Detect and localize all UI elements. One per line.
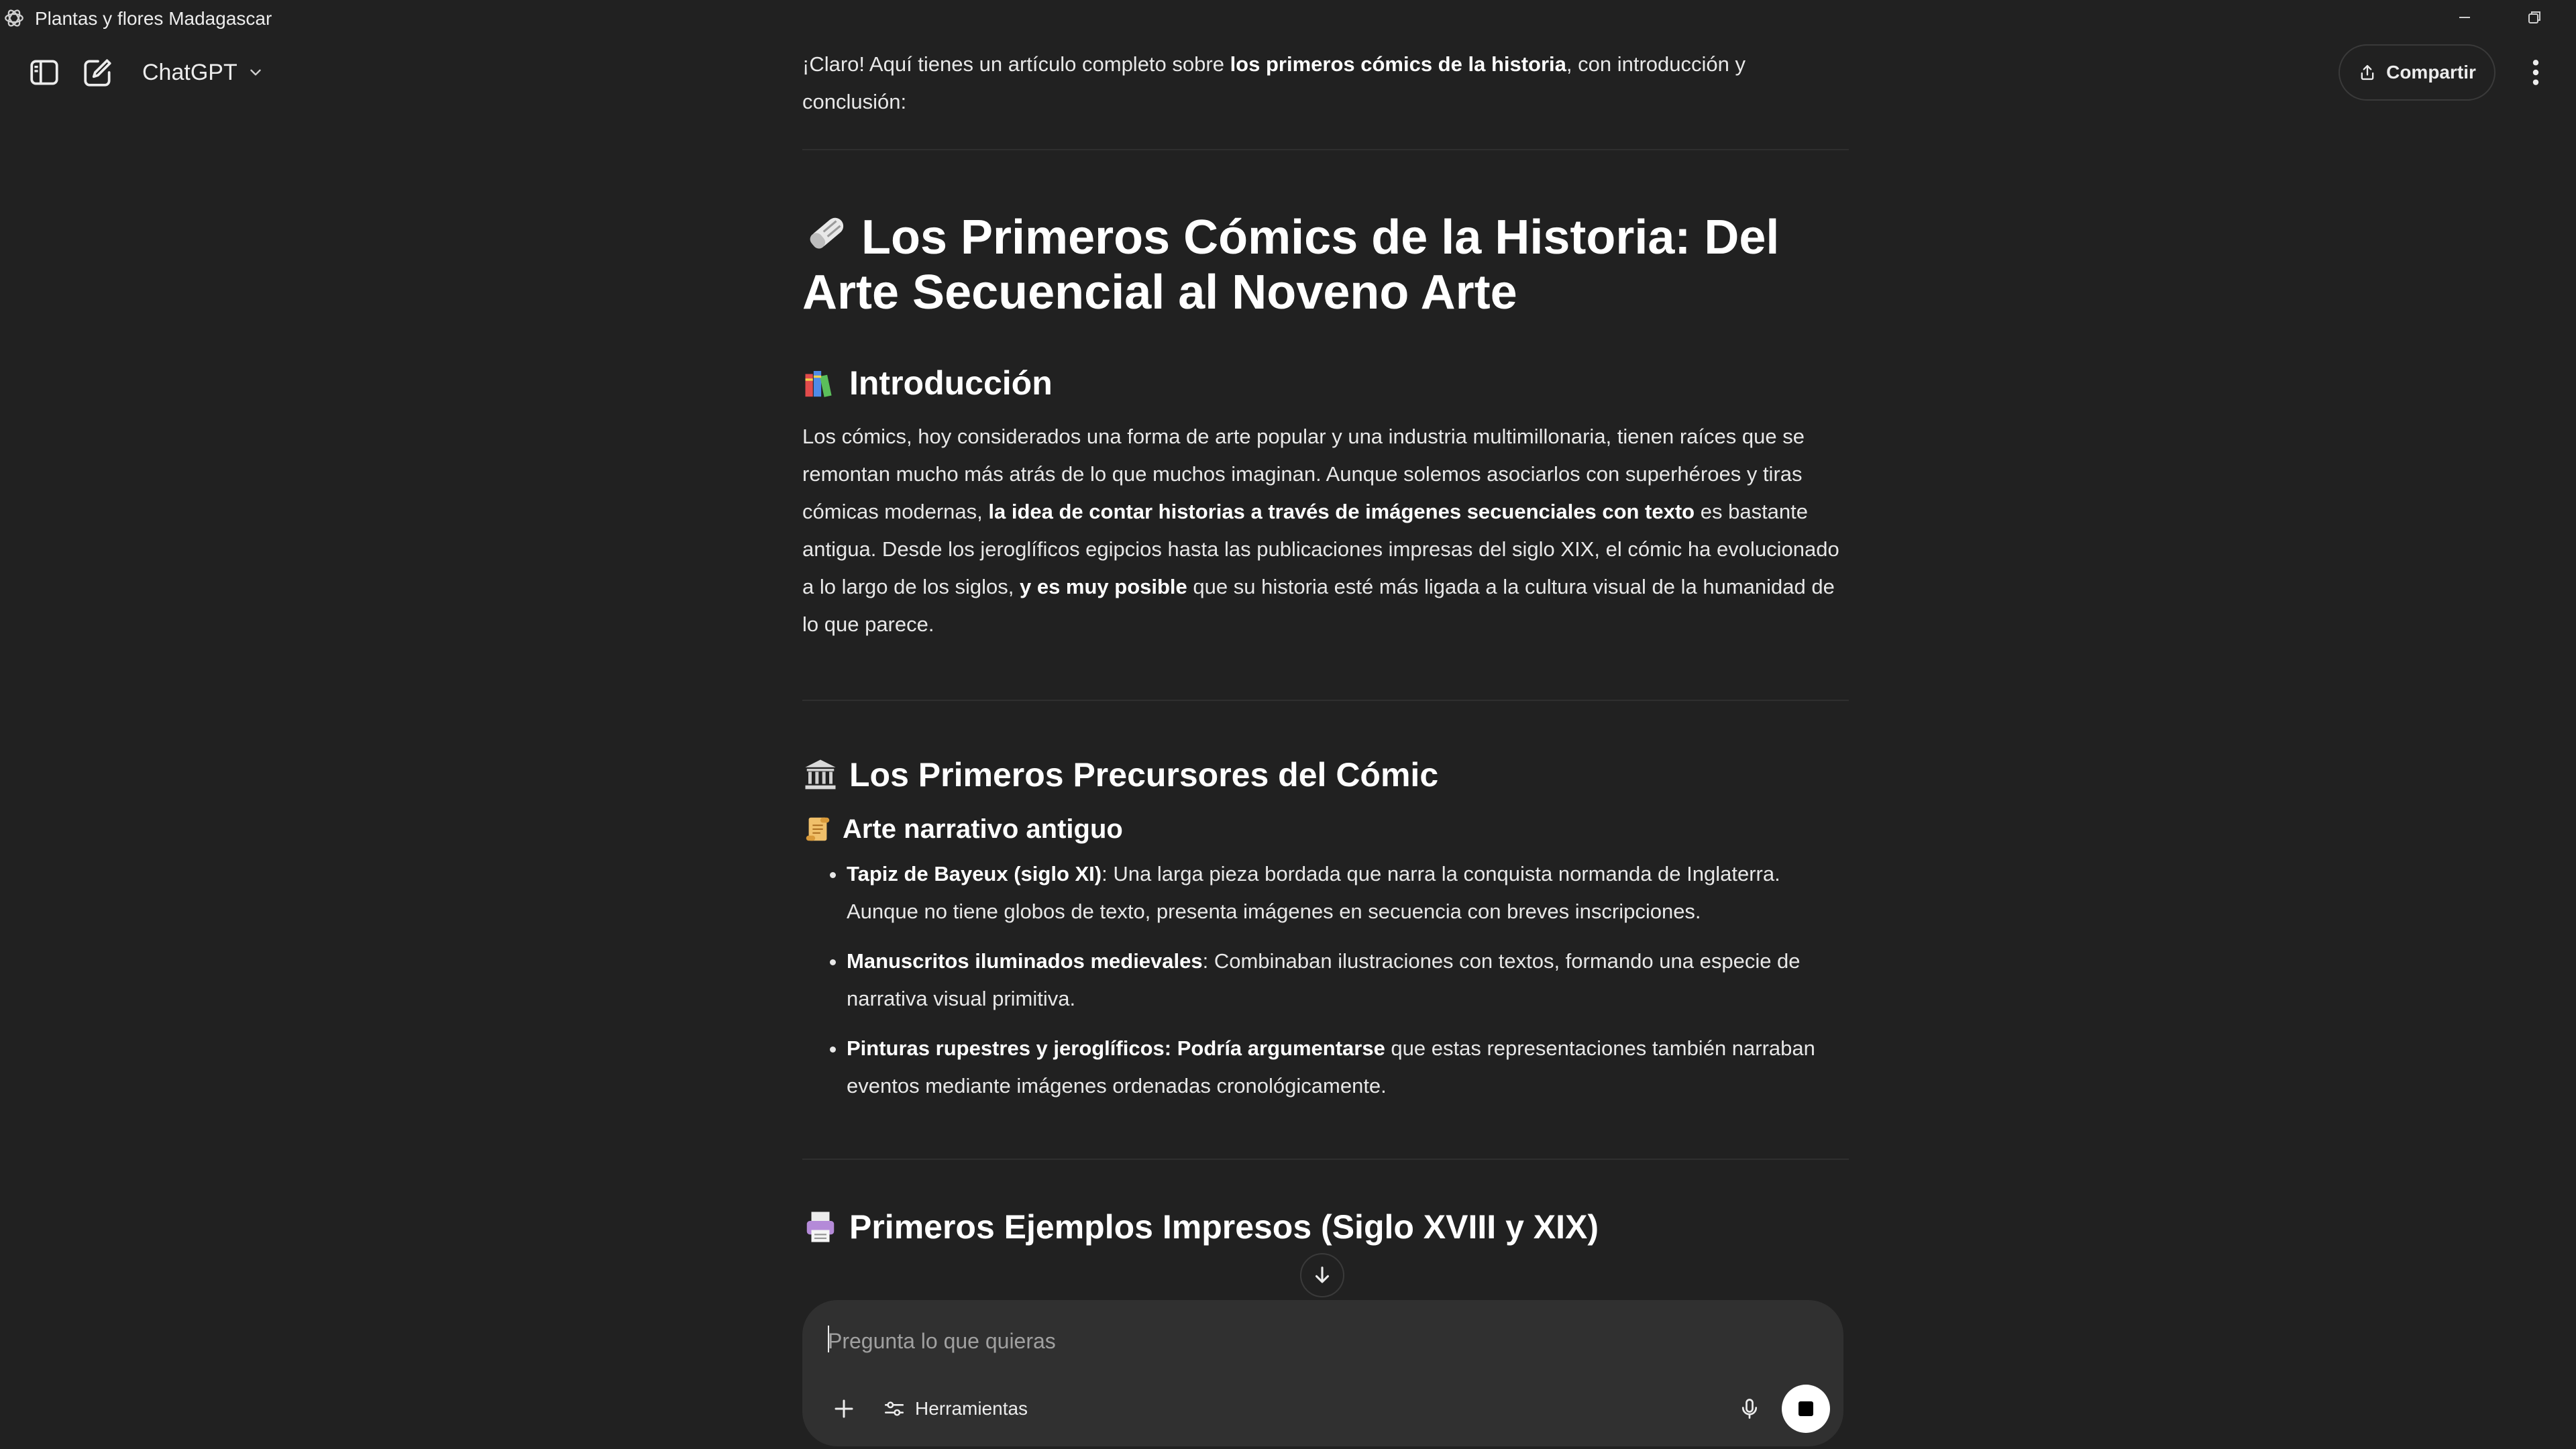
rolled-newspaper-icon [802, 208, 852, 258]
window-title: Plantas y flores Madagascar [35, 8, 272, 29]
body-bold: y es muy posible [1019, 575, 1187, 598]
add-attachment-button[interactable] [822, 1387, 865, 1430]
books-icon [802, 365, 839, 401]
scroll-to-bottom-button[interactable] [1300, 1253, 1344, 1297]
chatgpt-logo-icon [3, 7, 25, 30]
body-bold: la idea de contar historias a través de imágenes secuenciales con texto [988, 500, 1695, 523]
list-item [847, 855, 1849, 930]
minimize-icon[interactable] [2453, 5, 2477, 30]
list-item-text: que estas representaciones también narraban eventos mediante imágenes ordenadas cronológicamente. [847, 1036, 1815, 1097]
tools-label: Herramientas [915, 1398, 1028, 1419]
intro-body-paragraph [802, 418, 1849, 643]
new-chat-button[interactable] [78, 52, 118, 93]
share-label: Compartir [2386, 62, 2476, 83]
chevron-down-icon [247, 64, 264, 81]
model-selector[interactable] [138, 54, 268, 91]
body-text: es bastante antigua. Desde los jeroglíficos egipcios hasta las publicaciones impresas del siglo XIX, el cómic ha evolucionado a lo largo de los siglos, [802, 500, 1839, 598]
printer-icon [802, 1209, 839, 1245]
list-item-text: : Una larga pieza bordada que narra la conquista normanda de Inglaterra. Aunque no tiene globos de texto, presenta imágenes en secuencia con breves inscripciones. [847, 862, 1780, 923]
composer [802, 1300, 1843, 1446]
sliders-icon [883, 1397, 906, 1420]
section1-subheading [802, 812, 1849, 846]
prompt-input[interactable] [828, 1324, 1700, 1358]
intro-heading-text: Introducción [849, 364, 1053, 402]
compose-icon [81, 56, 115, 89]
section1-subheading-text: Arte narrativo antiguo [843, 814, 1123, 844]
more-options-button[interactable] [2517, 52, 2555, 93]
tools-button[interactable] [875, 1387, 1036, 1430]
toggle-sidebar-button[interactable] [24, 52, 64, 93]
sidebar-icon [28, 56, 61, 89]
scroll-icon [802, 814, 833, 845]
list-item [847, 1030, 1849, 1105]
intro-heading [802, 363, 1849, 403]
article-title-text: Los Primeros Cómics de la Historia: Del Arte Secuencial al Noveno Arte [802, 211, 1780, 319]
divider [802, 149, 1849, 150]
section2-heading [802, 1207, 1849, 1247]
intro-paragraph [802, 46, 1849, 121]
text-caret [828, 1326, 829, 1352]
intro-text: ¡Claro! Aquí tienes un artículo completo sobre [802, 52, 1230, 76]
assistant-message [802, 43, 1849, 1247]
intro-text-end: , con introducción y conclusión: [802, 52, 1746, 113]
list-item-bold: Pinturas rupestres y jeroglíficos: Podría argumentarse [847, 1036, 1385, 1060]
dictate-button[interactable] [1728, 1387, 1771, 1430]
body-text: que su historia esté más ligada a la cultura visual de la humanidad de lo que parece. [802, 575, 1835, 636]
divider [802, 700, 1849, 701]
more-vertical-icon [2531, 58, 2540, 87]
section1-heading [802, 755, 1849, 795]
list-item-bold: Tapiz de Bayeux (siglo XI) [847, 862, 1102, 885]
article-title [802, 208, 1849, 320]
microphone-icon [1737, 1397, 1762, 1421]
classical-building-icon [802, 757, 839, 793]
precursors-list [802, 855, 1849, 1105]
share-icon [2358, 63, 2377, 82]
arrow-down-icon [1311, 1264, 1334, 1287]
section2-heading-text: Primeros Ejemplos Impresos (Siglo XVIII y XIX) [849, 1208, 1599, 1246]
intro-bold: los primeros cómics de la historia [1230, 52, 1566, 76]
list-item-text: : Combinaban ilustraciones con textos, formando una especie de narrativa visual primitiva. [847, 949, 1801, 1010]
stop-icon [1799, 1401, 1813, 1416]
share-button[interactable] [2339, 44, 2496, 101]
body-text: Los cómics, hoy considerados una forma de arte popular y una industria multimillonaria, tienen raíces que se remontan mucho más atrás de lo que muchos imaginan. Aunque solemos asociarlos con superhéroes y tiras cómicas modernas, [802, 425, 1805, 523]
stop-generating-button[interactable] [1782, 1385, 1830, 1433]
section1-heading-text: Los Primeros Precursores del Cómic [849, 756, 1439, 794]
list-item-bold: Manuscritos iluminados medievales [847, 949, 1203, 973]
divider [802, 1159, 1849, 1160]
title-bar [0, 0, 2576, 36]
restore-icon[interactable] [2522, 5, 2546, 30]
plus-icon [832, 1397, 856, 1421]
model-label: ChatGPT [142, 59, 237, 85]
list-item [847, 943, 1849, 1018]
